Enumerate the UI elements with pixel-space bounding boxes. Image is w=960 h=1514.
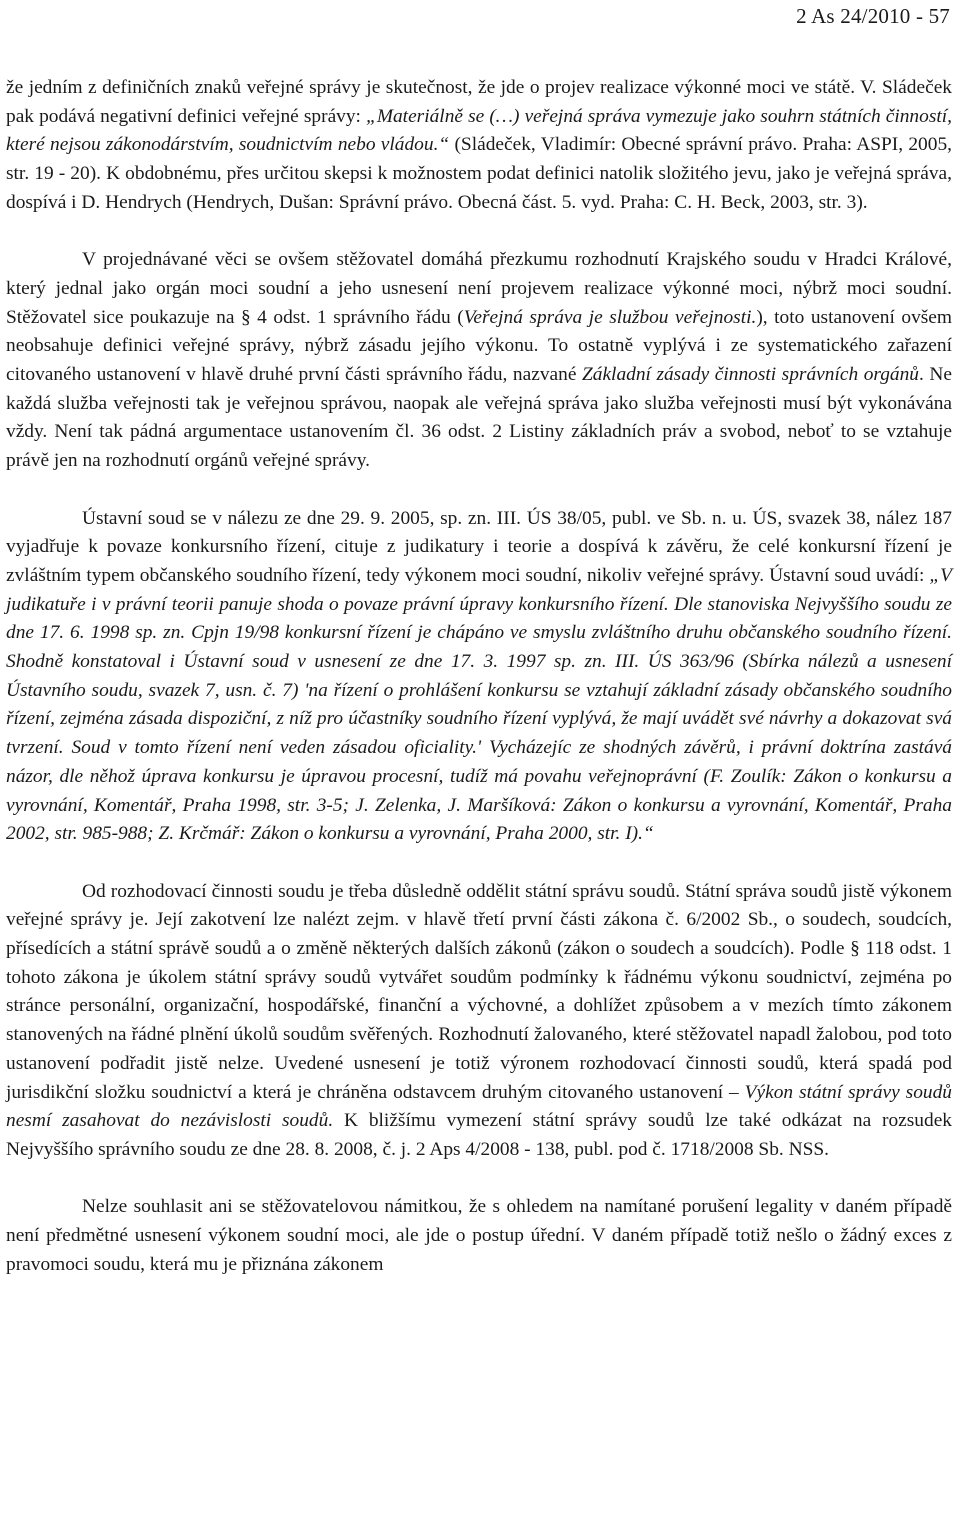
text-run: Nelze souhlasit ani se stěžovatelovou námitkou, že s ohledem na namítané porušení legality v daném případě není předmětné usnesení výkonem soudní moci, ale jde o postup úřední. V daném případě totiž nešlo o žádný exces z pravomoci soudu, která mu je přiznána zákonem bbox=[6, 1196, 952, 1275]
quote-run: Základní zásady činnosti správních orgánů bbox=[581, 364, 919, 386]
page-reference: 2 As 24/2010 - 57 bbox=[796, 4, 950, 28]
paragraph-1 bbox=[6, 74, 952, 218]
text-run: ), toto ustanovení ovšem neobsahuje definici veřejné správy, nýbrž zásadu jejího výkonu. To ostatně vyplývá i ze systematického zařazení citovaného ustanovení v hlavě druhé první části správního řádu, nazvané bbox=[6, 306, 952, 386]
text-run: . Ne každá služba veřejnosti tak je veřejnou správou, naopak ale veřejná správa jako služba veřejnosti musí být vykonávána vždy. Není tak pádná argumentace ustanovením čl. 36 odst. 2 Listiny základních práv a svobod, neboť to se vztahuje právě jen na rozhodnutí orgánů veřejné správy. bbox=[6, 364, 952, 472]
paragraph-4 bbox=[6, 878, 952, 1165]
text-run: Ústavní soud se v nálezu ze dne 29. 9. 2005, sp. zn. III. ÚS 38/05, publ. ve Sb. n. u. ÚS, svazek 38, nález 187 vyjadřuje k povaze konkursního řízení, cituje z judikatury i teorie a dospívá k závěru, že celé konkursní řízení je zvláštním typem občanského soudního řízení, tedy výkonem moci soudní, nikoliv veřejné správy. Ústavní soud uvádí: bbox=[6, 507, 952, 586]
text-run: Od rozhodovací činnosti soudu je třeba důsledně oddělit státní správu soudů. Státní správa soudů jistě výkonem veřejné správy je. Její zakotvení lze nalézt zejm. v hlavě třetí první části zákona č. 6/2002 Sb., o soudech, soudcích, přísedících a státní správě soudů a o změně některých dalších zákonů (zákon o soudech a soudcích). Podle § 118 odst. 1 tohoto zákona je úkolem státní správy soudů vytvářet soudům podmínky k řádnému výkonu soudnictví, zejména po stránce personální, organizační, hospodářské, finanční a výchovné, a dohlížet způsobem a v mezích tímto zákonem stanovených na řádné plnění úkolů soudům svěřených. Rozhodnutí žalovaného, které stěžovatel napadl žalobou, pod toto ustanovení podřadit jistě nelze. Uvedené usnesení je totiž výronem rozhodovací činnosti soudů, která spadá pod jurisdikční složku soudnictví a která je chráněna odstavcem druhým citovaného ustanovení – bbox=[6, 880, 952, 1103]
paragraph-spacer bbox=[6, 476, 952, 505]
text-run: V projednávané věci se ovšem stěžovatel domáhá přezkumu rozhodnutí Krajského soudu v Hradci Králové, který jednal jako orgán moci soudní a jeho usnesení není projevem realizace výkonné moci, nýbrž moci soudní. Stěžovatel sice poukazuje na § 4 odst. 1 správního řádu ( bbox=[6, 249, 952, 328]
paragraph-3 bbox=[6, 505, 952, 849]
paragraph-spacer bbox=[6, 849, 952, 878]
quote-run: „Materiálně se (…) veřejná správa vymezuje jako souhrn státních činností, které nejsou zákonodárstvím, soudnictvím nebo vládou.“ bbox=[6, 105, 952, 156]
quote-run: „V judikatuře i v právní teorii panuje shoda o povaze právní úpravy konkursního řízení. Dle stanoviska Nejvyššího soudu ze dne 17. 6. 1998 sp. zn. Cpjn 19/98 konkursní řízení je chápáno ve smyslu zvláštního druhu občanského soudního řízení. Shodně konstatoval i Ústavní soud v usnesení ze dne 17. 3. 1997 sp. zn. III. ÚS 363/96 (Sbírka nálezů a usnesení Ústavního soudu, svazek 7, usn. č. 7) 'na řízení o prohlášení konkursu se vztahují základní zásady občanského soudního řízení, zejména zásada dispoziční, z níž pro účastníky soudního řízení vyplývá, že mají uvádět své návrhy a dokazovat svá tvrzení. Soud v tomto řízení není veden zásadou oficiality.' Vycházejíc ze shodných závěrů, i právní doktrína zastává názor, dle něhož úprava konkursu je úpravou procesní, tudíž má povahu veřejnoprávní (F. Zoulík: Zákon o konkursu a vyrovnání, Komentář, Praha 1998, str. 3-5; J. Zelenka, J. Maršíková: Zákon o konkursu a vyrovnání, Komentář, Praha 2002, str. 985-988; Z. Krčmář: Zákon o konkursu a vyrovnání, Praha 2000, str. I).“ bbox=[6, 564, 952, 845]
paragraph-2 bbox=[6, 246, 952, 476]
quote-run: Veřejná správa je službou veřejnosti. bbox=[463, 306, 757, 328]
paragraph-5 bbox=[6, 1193, 952, 1279]
document-body bbox=[6, 74, 952, 1279]
text-run: že jedním z definičních znaků veřejné správy je skutečnost, že jde o projev realizace výkonné moci ve státě. V. Sládeček pak podává negativní definici veřejné správy: bbox=[6, 77, 952, 127]
quote-run: Výkon státní správy soudů nesmí zasahovat do nezávislosti soudů. bbox=[6, 1081, 952, 1132]
text-run: K bližšímu vymezení státní správy soudů lze také odkázat na rozsudek Nejvyššího správního soudu ze dne 28. 8. 2008, č. j. 2 Aps 4/2008 - 138, publ. pod č. 1718/2008 Sb. NSS. bbox=[6, 1110, 953, 1160]
paragraph-spacer bbox=[6, 218, 952, 247]
text-run: (Sládeček, Vladimír: Obecné správní právo. Praha: ASPI, 2005, str. 19 - 20). K obdobnému, přes určitou skepsi k možnostem podat definici natolik složitého jevu, jako je veřejná správa, dospívá i D. Hendrych (Hendrych, Dušan: Správní právo. Obecná část. 5. vyd. Praha: C. H. Beck, 2003, str. 3). bbox=[6, 134, 952, 213]
paragraph-spacer bbox=[6, 1165, 952, 1194]
